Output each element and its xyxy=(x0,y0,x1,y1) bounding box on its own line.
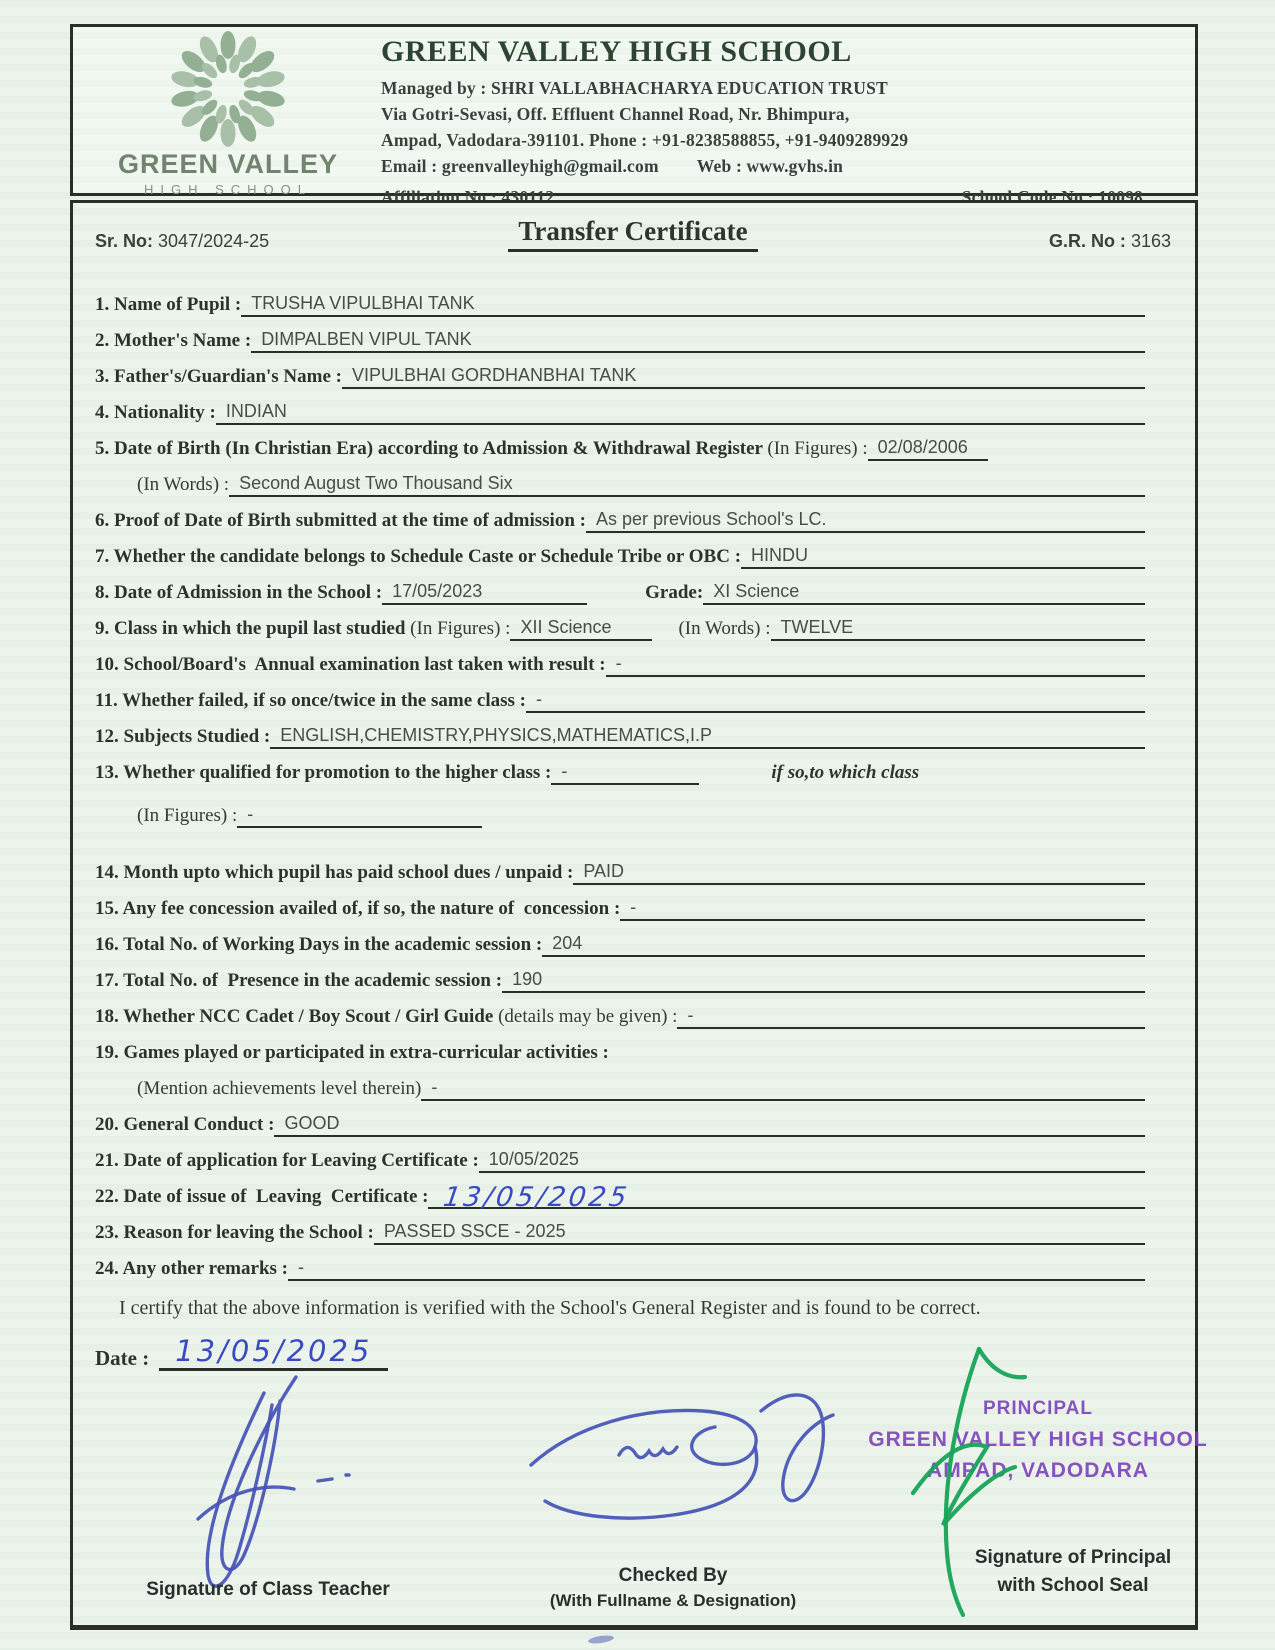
field-value: PASSED SSCE - 2025 xyxy=(383,1221,566,1241)
class-teacher-signature-label: Signature of Class Teacher xyxy=(146,1579,390,1600)
field-underline xyxy=(229,470,1145,497)
field-value: 10/05/2025 xyxy=(488,1149,579,1169)
field-row xyxy=(95,1146,1145,1173)
field-value: DIMPALBEN VIPUL TANK xyxy=(261,329,472,349)
field-row xyxy=(95,542,1145,569)
field-row xyxy=(95,326,1145,353)
field-value: - xyxy=(615,653,622,673)
field-underline xyxy=(620,894,1145,921)
field-value: 17/05/2023 xyxy=(392,581,483,601)
certification-statement: I certify that the above information is verified with the School's General Register and is found to be correct. xyxy=(119,1297,981,1319)
field-row xyxy=(95,858,1145,885)
field-value: INDIAN xyxy=(225,401,287,421)
field-label: 4. Nationality : xyxy=(95,402,216,423)
date-underline xyxy=(159,1334,388,1371)
field-row xyxy=(95,506,1145,533)
school-code-no: School Code No : 10098 xyxy=(961,187,1143,207)
field-label-plain: (details may be given) : xyxy=(498,1006,678,1027)
leaf-starburst-icon xyxy=(165,31,291,149)
field-value: - xyxy=(431,1077,438,1097)
field-row xyxy=(95,686,1145,713)
field-row xyxy=(95,966,1145,993)
serial-number xyxy=(95,231,269,252)
field-label-plain: (In Figures) : xyxy=(767,438,868,459)
field-note: if so,to which class xyxy=(771,762,920,783)
field-row xyxy=(95,290,1145,317)
field-second-label-plain: (In Words) : xyxy=(678,618,771,639)
date-label: Date : xyxy=(95,1346,150,1370)
field-value: - xyxy=(561,761,568,781)
field-underline xyxy=(771,614,1146,641)
field-row xyxy=(95,1038,1145,1065)
field-underline xyxy=(551,758,699,785)
logo-petal xyxy=(221,119,236,147)
field-underline xyxy=(510,614,652,641)
field-underline xyxy=(288,1254,1145,1281)
field-label: 6. Proof of Date of Birth submitted at the time of admission : xyxy=(95,510,586,531)
field-value: - xyxy=(297,1257,304,1277)
field-label: 19. Games played or participated in extra-curricular activities : xyxy=(95,1042,609,1063)
field-underline xyxy=(251,326,1145,353)
date-handwritten-value: 13/05/2025 xyxy=(175,1334,373,1368)
principal-stamp xyxy=(863,1398,1213,1483)
email-text: Email : greenvalleyhigh@gmail.com xyxy=(381,156,659,176)
field-value: - xyxy=(535,689,542,709)
sr-no-value: 3047/2024-25 xyxy=(158,231,270,251)
field-value: ENGLISH,CHEMISTRY,PHYSICS,MATHEMATICS,I.P xyxy=(280,725,712,745)
field-value: HINDU xyxy=(751,545,809,565)
checked-by-signature-icon xyxy=(523,1381,863,1551)
field-row xyxy=(95,758,1145,785)
field-value: 204 xyxy=(552,933,583,953)
gr-no-value: 3163 xyxy=(1130,231,1171,251)
stamp-line3: AMPAD, VADODARA xyxy=(927,1459,1149,1482)
field-label: 7. Whether the candidate belongs to Schedule Caste or Schedule Tribe or OBC : xyxy=(95,546,742,567)
affiliation-no: Affiliation No : 430112 xyxy=(381,187,555,207)
field-underline xyxy=(703,578,1145,605)
field-value: GOOD xyxy=(284,1113,340,1133)
field-row xyxy=(95,614,1145,641)
field-value-handwritten: 13/05/2025 xyxy=(441,1182,632,1213)
field-label: 15. Any fee concession availed of, if so, the nature of concession : xyxy=(95,898,621,919)
field-underline xyxy=(526,686,1145,713)
field-label-plain: (In Words) : xyxy=(137,474,230,495)
field-underline xyxy=(606,650,1145,677)
school-name: GREEN VALLEY HIGH SCHOOL xyxy=(381,35,852,68)
field-underline xyxy=(586,506,1145,533)
managed-by: Managed by : SHRI VALLABHACHARYA EDUCATION TRUST xyxy=(381,78,888,98)
document-title: Transfer Certificate xyxy=(508,216,757,252)
field-label: 14. Month upto which pupil has paid school dues / unpaid : xyxy=(95,862,574,883)
field-label: 5. Date of Birth (In Christian Era) according to Admission & Withdrawal Register xyxy=(95,438,768,459)
field-value: TRUSHA VIPULBHAI TANK xyxy=(251,293,475,313)
field-label: 20. General Conduct : xyxy=(95,1114,275,1135)
field-underline xyxy=(270,722,1145,749)
field-value: XII Science xyxy=(520,617,612,637)
class-teacher-signature-icon xyxy=(168,1371,378,1596)
field-underline xyxy=(573,858,1145,885)
checked-by-label: Checked By xyxy=(618,1565,728,1586)
field-label: 22. Date of issue of Leaving Certificate : xyxy=(95,1186,429,1207)
logo-text-line2: HIGH SCHOOL xyxy=(143,182,312,197)
field-label: 12. Subjects Studied : xyxy=(95,726,271,747)
field-row xyxy=(95,650,1145,677)
field-label: 17. Total No. of Presence in the academic session : xyxy=(95,970,503,991)
stamp-line1: PRINCIPAL xyxy=(983,1398,1093,1419)
field-row xyxy=(95,894,1145,921)
field-row xyxy=(95,1182,1145,1213)
field-value: PAID xyxy=(583,861,625,881)
field-underline xyxy=(542,930,1145,957)
field-label: 23. Reason for leaving the School : xyxy=(95,1222,374,1243)
field-value: 190 xyxy=(512,969,543,989)
field-row xyxy=(95,398,1145,425)
logo-petal xyxy=(221,31,236,59)
field-row xyxy=(95,434,1145,461)
field-label-plain: (Mention achievements level therein) xyxy=(137,1078,422,1099)
field-value: VIPULBHAI GORDHANBHAI TANK xyxy=(352,365,637,385)
field-underline xyxy=(274,1110,1145,1137)
field-label: 2. Mother's Name : xyxy=(95,330,252,351)
logo-text-line1: GREEN VALLEY xyxy=(117,149,339,179)
field-value: As per previous School's LC. xyxy=(595,509,827,529)
field-value: Second August Two Thousand Six xyxy=(239,473,513,493)
field-value: XI Science xyxy=(713,581,800,601)
field-label: 3. Father's/Guardian's Name : xyxy=(95,366,342,387)
header-box xyxy=(70,24,1198,207)
field-label: 8. Date of Admission in the School : xyxy=(95,582,383,603)
field-underline xyxy=(342,362,1145,389)
field-row xyxy=(137,470,1145,497)
field-label: 18. Whether NCC Cadet / Boy Scout / Girl Guide xyxy=(95,1006,499,1027)
certificate-body xyxy=(70,200,1208,1630)
field-row xyxy=(137,1074,1145,1101)
address-line2: Ampad, Vadodara-391101. Phone : +91-8238588855, +91-9409289929 xyxy=(381,130,909,150)
contact-line xyxy=(381,156,1185,177)
field-row xyxy=(95,930,1145,957)
field-label: 10. School/Board's Annual examination last taken with result : xyxy=(95,654,606,675)
sr-no-label: Sr. No: xyxy=(95,231,154,251)
field-value: - xyxy=(687,1005,694,1025)
principal-seal-label: with School Seal xyxy=(997,1575,1149,1596)
field-label: 24. Any other remarks : xyxy=(95,1258,288,1279)
principal-signature-label: Signature of Principal xyxy=(974,1547,1172,1568)
field-underline xyxy=(479,1146,1145,1173)
field-row xyxy=(95,1218,1145,1245)
field-underline xyxy=(241,290,1145,317)
field-label: 13. Whether qualified for promotion to the higher class : xyxy=(95,762,552,783)
field-value: - xyxy=(247,804,254,824)
field-underline xyxy=(421,1074,1145,1101)
field-row xyxy=(95,1110,1145,1137)
field-underline xyxy=(741,542,1145,569)
field-row xyxy=(95,722,1145,749)
field-row xyxy=(137,801,1145,828)
field-underline xyxy=(428,1182,1145,1213)
field-underline xyxy=(237,801,482,828)
fields-list xyxy=(73,290,1195,1281)
field-label: 21. Date of application for Leaving Certificate : xyxy=(95,1150,479,1171)
field-value: - xyxy=(630,897,637,917)
field-row xyxy=(95,362,1145,389)
field-label: 11. Whether failed, if so once/twice in the same class : xyxy=(95,690,526,711)
field-underline xyxy=(868,434,988,461)
stamp-line2: GREEN VALLEY HIGH SCHOOL xyxy=(868,1428,1208,1451)
address-line1: Via Gotri-Sevasi, Off. Effluent Channel Road, Nr. Bhimpura, xyxy=(381,104,850,124)
issue-date-row xyxy=(95,1334,1195,1371)
ink-smudge xyxy=(588,1634,615,1645)
field-underline xyxy=(502,966,1145,993)
field-underline xyxy=(216,398,1145,425)
field-second-label: Grade: xyxy=(645,582,704,603)
field-label: 1. Name of Pupil : xyxy=(95,294,242,315)
title-bar xyxy=(73,203,1195,252)
field-label: 9. Class in which the pupil last studied xyxy=(95,618,411,639)
gr-number xyxy=(1049,231,1171,252)
field-underline xyxy=(677,1002,1145,1029)
checked-by-sublabel: (With Fullname & Designation) xyxy=(549,1591,797,1610)
field-row xyxy=(95,1002,1145,1029)
school-info xyxy=(381,35,1185,208)
school-logo xyxy=(93,29,363,195)
field-row xyxy=(95,578,1145,605)
field-label-plain: (In Figures) : xyxy=(137,805,238,826)
field-row xyxy=(95,1254,1145,1281)
field-underline xyxy=(382,578,587,605)
web-text: Web : www.gvhs.in xyxy=(696,156,844,176)
gr-no-label: G.R. No : xyxy=(1048,231,1126,251)
field-value: 02/08/2006 xyxy=(877,437,968,457)
field-label-plain: (In Figures) : xyxy=(410,618,511,639)
field-label: 16. Total No. of Working Days in the academic session : xyxy=(95,934,543,955)
field-value: TWELVE xyxy=(780,617,854,637)
field-underline xyxy=(374,1218,1145,1245)
